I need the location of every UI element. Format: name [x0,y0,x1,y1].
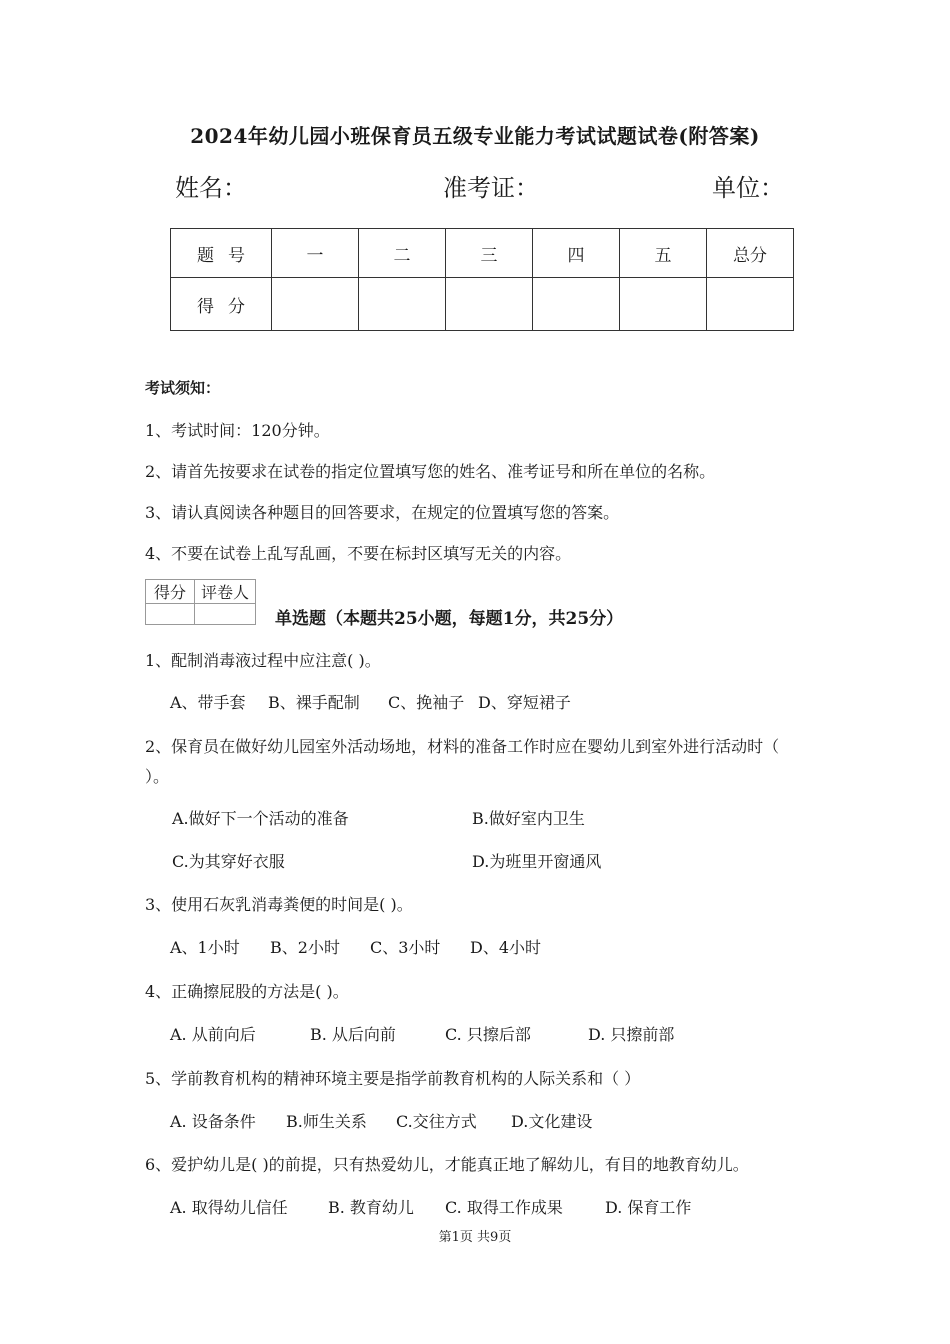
notice-item: 2、请首先按要求在试卷的指定位置填写您的姓名、准考证号和所在单位的名称。 [145,462,716,481]
question-stem: 6、爱护幼儿是( )的前提，只有热爱幼儿，才能真正地了解幼儿，有目的地教育幼儿。 [145,1155,749,1174]
question-stem: 3、使用石灰乳消毒粪便的时间是( )。 [145,895,413,914]
score-table-score-row [171,278,794,331]
page-title: 2024年幼儿园小班保育员五级专业能力考试试题试卷(附答案) [190,124,760,148]
section-title: 单选题（本题共25小题，每题1分，共25分） [275,609,624,629]
answer-option[interactable]: C.为其穿好衣服 [172,852,285,871]
answer-option[interactable]: B.做好室内卫生 [472,809,585,828]
answer-option[interactable]: A.做好下一个活动的准备 [172,809,349,828]
score-table-cell: 题号 [171,229,272,278]
score-table-cell: 五 [620,229,707,278]
notice-item: 4、不要在试卷上乱写乱画，不要在标封区填写无关的内容。 [145,544,572,563]
notice-item: 3、请认真阅读各种题目的回答要求，在规定的位置填写您的答案。 [145,503,620,522]
answer-option[interactable]: C.交往方式 [396,1112,477,1131]
score-table-cell: 一 [272,229,359,278]
answer-option[interactable]: A、1小时 [170,938,240,957]
score-table-cell: 三 [446,229,533,278]
answer-option[interactable]: A. 取得幼儿信任 [170,1198,288,1217]
answer-option[interactable]: A. 从前向后 [170,1025,256,1044]
score-input-cell[interactable] [533,278,620,331]
answer-option[interactable]: B、2小时 [270,938,340,957]
score-input-cell[interactable] [446,278,533,331]
score-input-cell[interactable] [359,278,446,331]
question-stem-continuation: ）。 [145,767,170,786]
answer-option[interactable]: B、裸手配制 [268,693,360,712]
score-table [170,228,794,331]
answer-option[interactable]: D、穿短裙子 [478,693,571,712]
notice-heading: 考试须知： [145,379,221,397]
answer-option[interactable]: C、3小时 [370,938,441,957]
grader-score-label: 得分 [146,580,195,604]
grader-score-cell[interactable] [146,604,195,625]
answer-option[interactable]: C. 只擦后部 [445,1025,531,1044]
grader-name-label: 评卷人 [195,580,256,604]
name-field-label: 姓名： [175,174,247,202]
page-footer: 第1页 共9页 [438,1230,512,1245]
question-stem: 2、保育员在做好幼儿园室外活动场地，材料的准备工作时应在婴幼儿到室外进行活动时（ [145,737,780,756]
score-table-cell: 二 [359,229,446,278]
score-table-cell: 总分 [707,229,794,278]
answer-option[interactable]: B.师生关系 [286,1112,367,1131]
answer-option[interactable]: C、挽袖子 [388,693,465,712]
score-table-header-row [171,229,794,278]
answer-option[interactable]: D. 只擦前部 [588,1025,675,1044]
answer-option[interactable]: D.为班里开窗通风 [472,852,602,871]
answer-option[interactable]: A. 设备条件 [170,1112,256,1131]
score-table-cell: 得分 [171,278,272,331]
answer-option[interactable]: B. 教育幼儿 [328,1198,414,1217]
score-table-cell: 四 [533,229,620,278]
question-stem: 4、正确擦屁股的方法是( )。 [145,982,349,1001]
answer-option[interactable]: C. 取得工作成果 [445,1198,563,1217]
answer-option[interactable]: D、4小时 [470,938,542,957]
answer-option[interactable]: D.文化建设 [511,1112,593,1131]
score-input-cell[interactable] [272,278,359,331]
grader-name-cell[interactable] [195,604,256,625]
question-stem: 1、配制消毒液过程中应注意( )。 [145,651,381,670]
question-stem: 5、学前教育机构的精神环境主要是指学前教育机构的人际关系和（ ） [145,1069,641,1088]
answer-option[interactable]: D. 保育工作 [605,1198,692,1217]
score-input-cell[interactable] [620,278,707,331]
notice-item: 1、考试时间：120分钟。 [145,421,330,440]
unit-field-label: 单位： [712,174,784,202]
exam-number-field-label: 准考证： [443,174,539,202]
answer-option[interactable]: A、带手套 [170,693,246,712]
answer-option[interactable]: B. 从后向前 [310,1025,396,1044]
grader-box [145,579,256,625]
score-input-cell[interactable] [707,278,794,331]
